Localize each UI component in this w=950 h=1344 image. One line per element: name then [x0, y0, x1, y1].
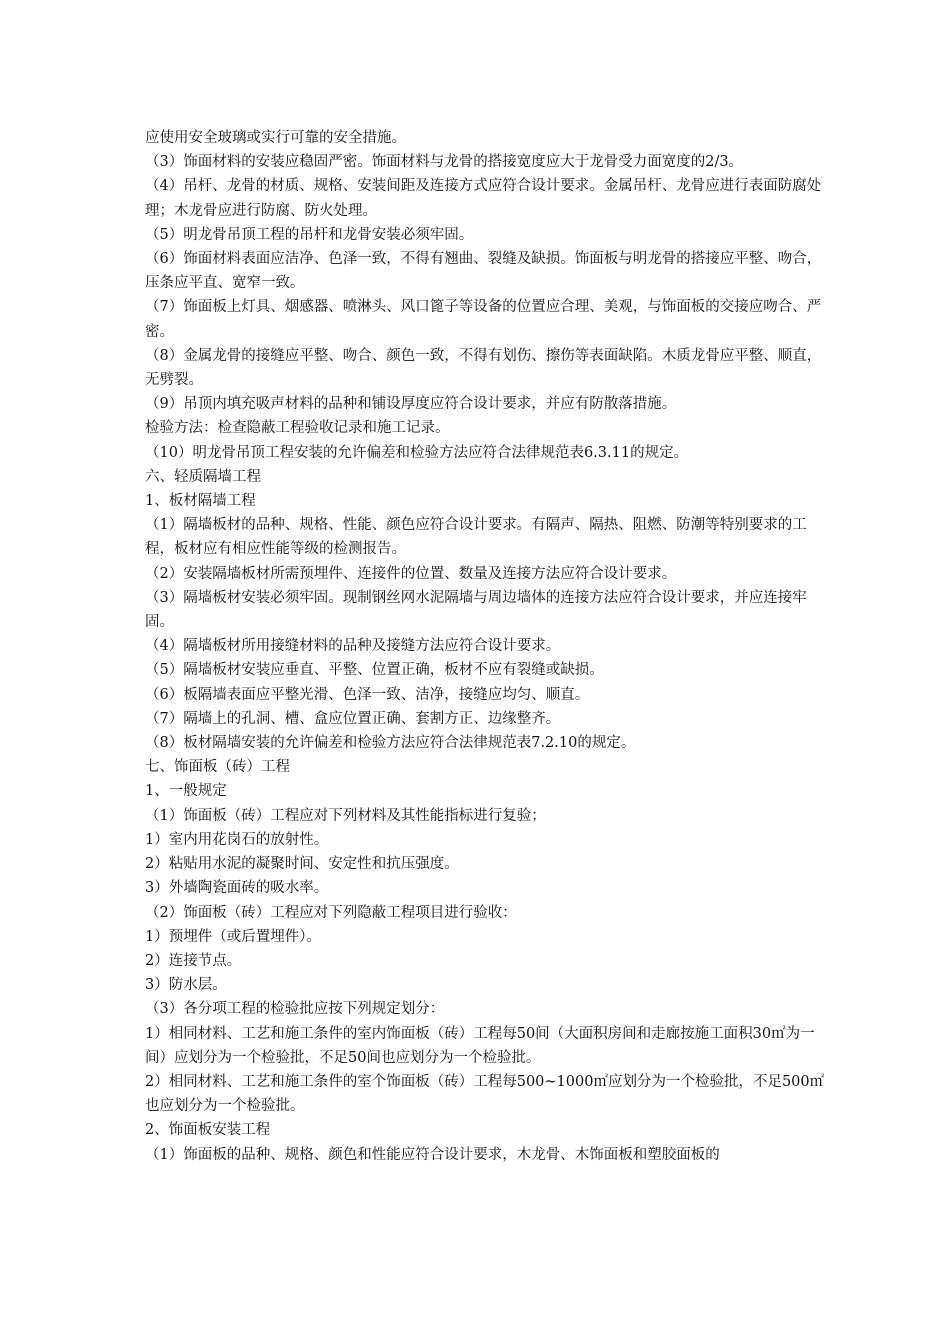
- paragraph: 检验方法：检查隐蔽工程验收记录和施工记录。: [145, 420, 450, 437]
- list-item: 2）连接节点。: [145, 952, 242, 969]
- paragraph: （7）饰面板上灯具、烟感器、喷淋头、风口篦子等设备的位置应合理、美观，与饰面板的交接应吻合、严密。: [145, 299, 822, 340]
- paragraph: （6）饰面材料表面应洁净、色泽一致，不得有翘曲、裂缝及缺损。饰面板与明龙骨的搭接应平整、吻合，压条应平直、宽窄一致。: [145, 251, 822, 292]
- list-item: 3）外墙陶瓷面砖的吸水率。: [145, 880, 329, 897]
- paragraph: （2）饰面板（砖）工程应对下列隐蔽工程项目进行验收：: [145, 904, 517, 921]
- paragraph: （5）明龙骨吊顶工程的吊杆和龙骨安装必须牢固。: [145, 226, 474, 243]
- paragraph: （3）隔墙板材安装必须牢固。现制钢丝网水泥隔墙与周边墙体的连接方法应符合设计要求，并应连接牢固。: [145, 589, 807, 631]
- list-item: 2）相同材料、工艺和施工条件的室个饰面板（砖）工程每500~1000㎡应划分为一个检验批，不足500㎡也应划分为一个检验批。: [145, 1073, 825, 1115]
- paragraph: （5）隔墙板材安装应垂直、平整、位置正确，板材不应有裂缝或缺损。: [145, 662, 604, 679]
- subsection-heading: 1、板材隔墙工程: [145, 493, 256, 510]
- paragraph: 应使用安全玻璃或实行可靠的安全措施。: [145, 130, 406, 146]
- paragraph: （4）隔墙板材所用接缝材料的品种及接缝方法应符合设计要求。: [145, 638, 561, 655]
- paragraph: （6）板隔墙表面应平整光滑、色泽一致、洁净，接缝应均匀、顺直。: [145, 686, 590, 703]
- subsection-heading: 2、饰面板安装工程: [145, 1122, 271, 1139]
- list-item: 1）室内用花岗石的放射性。: [145, 831, 329, 848]
- paragraph: （1）隔墙板材的品种、规格、性能、颜色应符合设计要求。有隔声、隔热、阻燃、防潮等特别要求的工程，板材应有相应性能等级的检测报告。: [145, 517, 807, 558]
- list-item: 2）粘贴用水泥的凝聚时间、安定性和抗压强度。: [145, 856, 459, 873]
- paragraph: （4）吊杆、龙骨的材质、规格、安装间距及连接方式应符合设计要求。金属吊杆、龙骨应进行表面防腐处理；木龙骨应进行防腐、防火处理。: [145, 178, 822, 219]
- document-body: [145, 126, 825, 1167]
- list-item: 1）相同材料、工艺和施工条件的室内饰面板（砖）工程每50间（大面积房间和走廊按施工面积30㎡为一间）应划分为一个检验批，不足50间也应划分为一个检验批。: [145, 1025, 815, 1066]
- paragraph: （3）各分项工程的检验批应按下列规定划分：: [145, 1001, 445, 1018]
- paragraph: （1）饰面板（砖）工程应对下列材料及其性能指标进行复验；: [145, 807, 546, 824]
- section-heading: 七、饰面板（砖）工程: [145, 759, 290, 776]
- paragraph: （1）饰面板的品种、规格、颜色和性能应符合设计要求，木龙骨、木饰面板和塑胶面板的: [145, 1146, 720, 1163]
- paragraph: （3）饰面材料的安装应稳固严密。饰面材料与龙骨的搭接宽度应大于龙骨受力面宽度的2/3。: [145, 154, 744, 171]
- paragraph: （2）安装隔墙板材所需预埋件、连接件的位置、数量及连接方法应符合设计要求。: [145, 565, 677, 582]
- paragraph: （8）金属龙骨的接缝应平整、吻合、颜色一致，不得有划伤、擦伤等表面缺陷。木质龙骨应平整、顺直，无劈裂。: [145, 347, 822, 389]
- subsection-heading: 1、一般规定: [145, 783, 227, 800]
- paragraph: （9）吊顶内填充吸声材料的品种和铺设厚度应符合设计要求，并应有防散落措施。: [145, 396, 677, 413]
- paragraph: （7）隔墙上的孔洞、槽、盒应位置正确、套割方正、边缘整齐。: [145, 710, 561, 727]
- list-item: 3）防水层。: [145, 977, 227, 994]
- list-item: 1）预埋件（或后置埋件）。: [145, 928, 321, 945]
- section-heading: 六、轻质隔墙工程: [145, 468, 261, 485]
- paragraph: （8）板材隔墙安装的允许偏差和检验方法应符合法律规范表7.2.10的规定。: [145, 735, 636, 752]
- paragraph: （10）明龙骨吊顶工程安装的允许偏差和检验方法应符合法律规范表6.3.11的规定。: [145, 444, 689, 461]
